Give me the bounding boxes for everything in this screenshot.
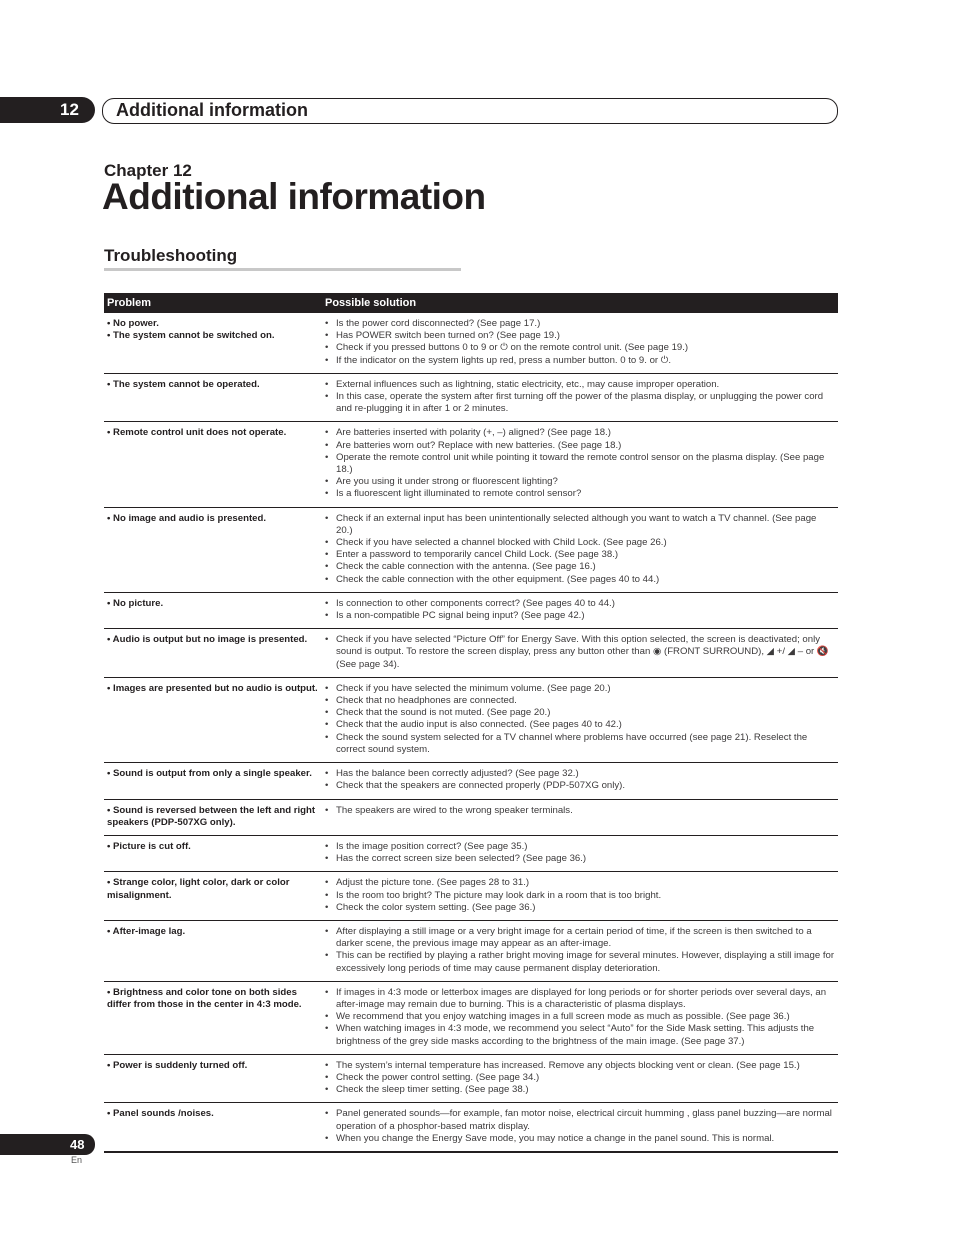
problem-cell — [104, 629, 322, 678]
section-title: Troubleshooting — [104, 246, 238, 265]
problem-text: • No image and audio is presented. — [107, 512, 267, 524]
solution-item: • Check if you pressed buttons 0 to 9 or ⏻ on the remote control unit. (See page 19.) — [336, 342, 835, 354]
header-title: Additional information — [116, 100, 308, 120]
table-row — [104, 920, 838, 981]
chapter-label: Chapter 12 — [104, 161, 192, 180]
solution-cell — [322, 507, 838, 592]
solution-item: • Check the color system setting. (See page 36.) — [336, 902, 835, 914]
solution-list — [325, 805, 835, 817]
solution-item: • In this case, operate the system after first turning off the power of the plasma display, or unplugging the power cord and re-plugging it in after 1 or 2 minutes. — [336, 391, 835, 415]
page-number: 48 — [70, 1137, 85, 1152]
solution-list — [325, 598, 835, 622]
solution-item: • Is a non-compatible PC signal being input? (See page 42.) — [336, 610, 835, 622]
solution-item: • When you change the Energy Save mode, you may notice a change in the panel sound. This is normal. — [336, 1133, 835, 1145]
solution-item: • The system’s internal temperature has increased. Remove any objects blocking vent or clean. (See page 15.) — [336, 1060, 835, 1072]
problem-cell — [104, 981, 322, 1054]
problem-cell — [104, 799, 322, 835]
solution-item: • Check the cable connection with the other equipment. (See pages 40 to 44.) — [336, 574, 835, 586]
troubleshooting-table — [104, 293, 838, 1153]
solution-item: • Check that the audio input is also connected. (See pages 40 to 42.) — [336, 719, 835, 731]
solution-list — [325, 634, 835, 671]
table-row — [104, 872, 838, 921]
solution-item: • Enter a password to temporarily cancel Child Lock. (See page 38.) — [336, 549, 835, 561]
solution-list — [325, 987, 835, 1048]
table-body — [104, 313, 838, 1152]
problem-cell — [104, 1103, 322, 1152]
problem-text: • Panel sounds /noises. — [107, 1108, 214, 1120]
solution-cell — [322, 872, 838, 921]
table-row — [104, 422, 838, 507]
problem-text: • Audio is output but no image is presented. — [107, 634, 308, 646]
solution-item: • Check that the speakers are connected properly (PDP-507XG only). — [336, 780, 835, 792]
solution-item: • When watching images in 4:3 mode, we recommend you select “Auto” for the Side Mask setting. This adjusts the brightness of the grey side masks according to the brightness of the main image. (See page 37.) — [336, 1023, 835, 1047]
solution-list — [325, 768, 835, 792]
solution-cell — [322, 629, 838, 678]
solution-item: • Check the sound system selected for a TV channel where problems have occurred (see page 21). Reselect the correct sound system. — [336, 732, 835, 756]
problem-text: • Sound is reversed between the left and right speakers (PDP-507XG only). — [107, 804, 316, 828]
problem-cell — [104, 1054, 322, 1103]
solution-item: • Is connection to other components correct? (See pages 40 to 44.) — [336, 598, 835, 610]
solution-item: • Check if an external input has been unintentionally selected although you want to watch a TV channel. (See page 20.) — [336, 513, 835, 537]
page-title: Additional information — [102, 176, 486, 217]
solution-cell — [322, 422, 838, 507]
problem-text: • Sound is output from only a single speaker. — [107, 768, 312, 780]
table-row — [104, 592, 838, 628]
table-row — [104, 835, 838, 871]
problem-cell — [104, 920, 322, 981]
solution-cell — [322, 373, 838, 422]
solution-item: • Has POWER switch been turned on? (See page 19.) — [336, 330, 835, 342]
problem-text: • The system cannot be operated. — [107, 378, 260, 390]
problem-cell — [104, 677, 322, 762]
solution-cell — [322, 1103, 838, 1152]
solution-item: • Check the sleep timer setting. (See page 38.) — [336, 1084, 835, 1096]
solution-cell — [322, 677, 838, 762]
solution-item: • After displaying a still image or a very bright image for a certain period of time, if the screen is then switched to a darker scene, the previous image may appear as an after-image. — [336, 926, 835, 950]
solution-cell — [322, 835, 838, 871]
header-bar — [102, 98, 838, 124]
solution-list — [325, 427, 835, 500]
solution-list — [325, 513, 835, 586]
problem-cell — [104, 507, 322, 592]
chapter-number: 12 — [60, 100, 79, 119]
problem-text: • Remote control unit does not operate. — [107, 427, 287, 439]
solution-list — [325, 926, 835, 975]
solution-cell — [322, 763, 838, 799]
problem-text: • The system cannot be switched on. — [107, 330, 275, 342]
table-row — [104, 981, 838, 1054]
table-header-row — [104, 293, 838, 313]
problem-cell — [104, 763, 322, 799]
problem-text: • No power. — [107, 318, 159, 329]
solution-cell — [322, 981, 838, 1054]
solution-item: • Check if you have selected the minimum volume. (See page 20.) — [336, 683, 835, 695]
solution-item: • Are you using it under strong or fluorescent lighting? — [336, 476, 835, 488]
chapter-tab — [0, 97, 95, 123]
solution-cell — [322, 799, 838, 835]
problem-cell — [104, 373, 322, 422]
table-row — [104, 763, 838, 799]
solution-list — [325, 841, 835, 865]
problem-cell — [104, 313, 322, 373]
problem-cell — [104, 422, 322, 507]
column-header-problem: Problem — [104, 293, 322, 313]
solution-item: • If the indicator on the system lights up red, press a number button. 0 to 9. or ⏻. — [336, 355, 835, 367]
solution-item: • Are batteries worn out? Replace with new batteries. (See page 18.) — [336, 440, 835, 452]
solution-item: • Check the power control setting. (See page 34.) — [336, 1072, 835, 1084]
solution-item: • Check that no headphones are connected. — [336, 695, 835, 707]
solution-list — [325, 683, 835, 756]
solution-cell — [322, 313, 838, 373]
solution-item: • Check the cable connection with the antenna. (See page 16.) — [336, 561, 835, 573]
solution-item: • Panel generated sounds—for example, fan motor noise, electrical circuit humming , glass panel buzzing—are normal operation of a phosphor-based matrix display. — [336, 1108, 835, 1132]
solution-item: • Is the image position correct? (See page 35.) — [336, 841, 835, 853]
table-row — [104, 1054, 838, 1103]
problem-text: • After-image lag. — [107, 925, 186, 937]
table-row — [104, 1103, 838, 1152]
table-row — [104, 629, 838, 678]
table-row — [104, 799, 838, 835]
problem-cell — [104, 592, 322, 628]
column-header-solution: Possible solution — [322, 293, 838, 313]
solution-item: • Check if you have selected a channel blocked with Child Lock. (See page 26.) — [336, 537, 835, 549]
solution-item: • Adjust the picture tone. (See pages 28 to 31.) — [336, 877, 835, 889]
problem-text: • Strange color, light color, dark or color misalignment. — [107, 877, 290, 901]
problem-cell — [104, 872, 322, 921]
solution-list — [325, 318, 835, 367]
solution-item: • External influences such as lightning, static electricity, etc., may cause improper operation. — [336, 379, 835, 391]
solution-list — [325, 1060, 835, 1097]
solution-list — [325, 379, 835, 416]
table-row — [104, 507, 838, 592]
solution-item: • Has the correct screen size been selected? (See page 36.) — [336, 853, 835, 865]
solution-cell — [322, 920, 838, 981]
solution-list — [325, 877, 835, 914]
solution-item: • Has the balance been correctly adjusted? (See page 32.) — [336, 768, 835, 780]
solution-cell — [322, 1054, 838, 1103]
solution-cell — [322, 592, 838, 628]
problem-text: • Brightness and color tone on both sides differ from those in the center in 4:3 mode. — [107, 986, 302, 1010]
solution-item: • We recommend that you enjoy watching images in a full screen mode as much as possible. (See page 36.) — [336, 1011, 835, 1023]
solution-item: • The speakers are wired to the wrong speaker terminals. — [336, 805, 835, 817]
problem-cell — [104, 835, 322, 871]
problem-text: • No picture. — [107, 597, 164, 609]
table-row — [104, 677, 838, 762]
solution-item: • Check if you have selected “Picture Off” for Energy Save. With this option selected, the screen is deactivated; only sound is output. To restore the screen display, press any button other than ◉ (FRONT SURROUND), ◢ +/ ◢ – or 🔇 (See page 34). — [336, 634, 835, 671]
page-number-tab — [0, 1134, 95, 1155]
solution-item: • Is the room too bright? The picture may look dark in a room that is too bright. — [336, 890, 835, 902]
solution-item: • Are batteries inserted with polarity (+, –) aligned? (See page 18.) — [336, 427, 835, 439]
problem-text: • Power is suddenly turned off. — [107, 1059, 248, 1071]
solution-item: • Operate the remote control unit while pointing it toward the remote control sensor on the plasma display. (See page 18.) — [336, 452, 835, 476]
section-divider — [104, 268, 461, 271]
solution-item: • Check that the sound is not muted. (See page 20.) — [336, 707, 835, 719]
solution-item: • Is a fluorescent light illuminated to remote control sensor? — [336, 488, 835, 500]
table-row — [104, 373, 838, 422]
solution-item: • Is the power cord disconnected? (See page 17.) — [336, 318, 835, 330]
language-label: En — [71, 1155, 83, 1165]
problem-text: • Picture is cut off. — [107, 840, 191, 852]
problem-text: • Images are presented but no audio is output. — [107, 682, 318, 694]
table-row — [104, 313, 838, 373]
solution-list — [325, 1108, 835, 1145]
solution-item: • If images in 4:3 mode or letterbox images are displayed for long periods or for shorter periods over several days, an after-image may remain due to burning. This is a characteristic of plasma displays. — [336, 987, 835, 1011]
solution-item: • This can be rectified by playing a rather bright moving image for several minutes. However, displaying a still image for excessively long periods of time may cause permanent display deterioration. — [336, 950, 835, 974]
